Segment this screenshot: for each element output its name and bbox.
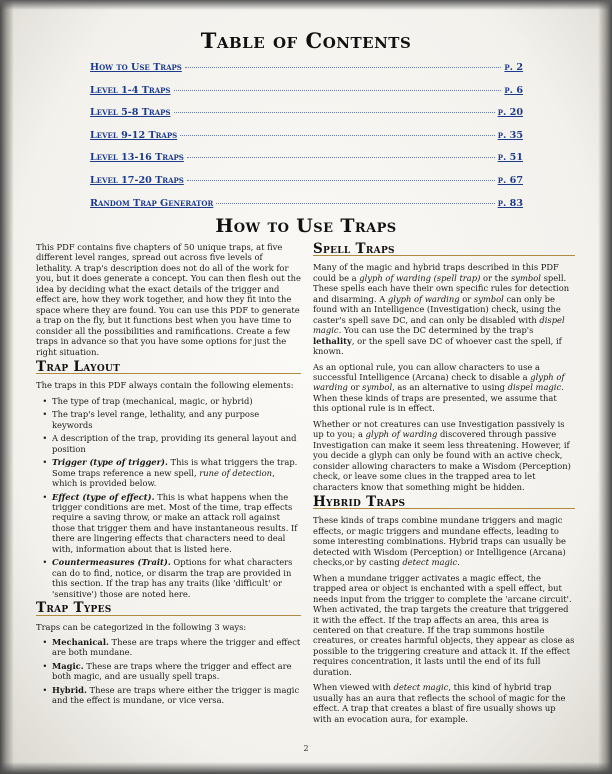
text-run: or [459,293,474,304]
hybrid-term: Hybrid. [52,684,87,695]
left-column [36,242,301,710]
table-of-contents [90,62,523,220]
spell-name: rune of detection [199,467,273,478]
list-item-text: These are traps where either the trigger is magic and the effect is mundane, or vice versa. [52,684,300,706]
toc-entry[interactable] [90,85,523,108]
spell-name: detect magic [402,557,458,568]
toc-leader-dots [180,135,495,136]
toc-entry-page[interactable]: p. 83 [497,197,523,209]
page-edge-left [0,0,14,774]
trap-types-lead: Traps can be categorized in the following 3 ways: [36,621,247,632]
spell-traps-paragraph-1 [313,262,575,356]
spell-name: dispel magic [507,382,562,393]
toc-entry-label[interactable]: Level 17-20 Traps [90,174,184,186]
toc-entry[interactable] [90,107,523,130]
text-run: . [457,557,460,568]
list-item-text: These are traps where the trigger and effect are both mundane. [52,636,301,658]
toc-entry-page[interactable]: p. 35 [497,129,523,141]
list-item [50,409,301,430]
spell-traps-heading: Spell Traps [313,244,575,256]
list-item-text: The trap's level range, lethality, and any purpose keywords [52,409,260,430]
spell-name: glyph of warding [365,429,438,440]
trigger-term: Trigger (type of trigger). [52,457,168,468]
text-run: . When these kinds of traps are presented, we assume that this optional rule is in effect. [313,382,564,414]
text-run: As an optional rule, you can allow characters to use a successful Intelligence (Arcana) check to disable a [313,361,540,382]
page-edge-top [0,0,612,10]
trap-layout-heading: Trap Layout [36,362,301,374]
toc-leader-dots [187,157,495,158]
magic-term: Magic. [52,660,84,671]
text-run: discovered through passive Investigation can make it seem less threatening. However, if you decide a glyph can only be found with an active check, consider allowing characters to make a Wisdom (Perception) check, or leave some clues in the trapped area to let characters know that something might be hidden. [313,429,571,492]
list-item [50,433,301,454]
toc-leader-dots [187,180,495,181]
page-edge-right [598,0,612,774]
spell-name: glyph of warding [313,371,565,393]
toc-entry-page[interactable]: p. 67 [497,174,523,186]
list-item [50,396,301,406]
list-item [50,637,301,658]
text-run: or the [480,272,511,283]
toc-title: Table of Contents [200,28,412,53]
text-run: , as an alternative to using [392,382,508,393]
toc-entry-label[interactable]: Level 13-16 Traps [90,152,184,164]
toc-entry[interactable] [90,62,523,85]
page-number: 2 [303,744,309,753]
spell-traps-paragraph-3 [313,419,575,492]
toc-entry-label[interactable]: Random Trap Generator [90,197,214,209]
list-item-text: A description of the trap, providing its general layout and position [52,433,297,454]
list-item-text: The type of trap (mechanical, magic, or hybrid) [52,395,253,406]
list-item-text: This is what triggers the trap. Some traps reference a new spell, [52,457,298,478]
mechanical-term: Mechanical. [52,636,109,647]
countermeasures-term: Countermeasures (Trait). [52,557,171,568]
toc-entry-page[interactable]: p. 51 [497,152,523,164]
toc-leader-dots [174,90,502,91]
text-run: , this kind of hybrid trap usually has an aura that reflects the school of magic for the effect. A trap that creates a blast of fire usually shows up with an evocation aura, for example. [313,682,566,724]
spell-name: symbol [362,382,393,393]
text-run: , or the spell save DC of whoever cast the spell, if known. [313,335,562,357]
trap-layout-lead: The traps in this PDF always contain the following elements: [36,380,294,391]
toc-leader-dots [216,203,494,204]
intro-paragraph: This PDF contains five chapters of 50 unique traps, at five different level ranges, spread out across five levels of lethality. A trap's description does not do all of the work for you, but it does generate a concept. You can then flesh out the idea by deciding what the exact details of the trigger and effect are, how they work together, and how they fit into the space where they are found. You can use this PDF to generate a trap on the fly, but it functions best when you have time to consider all the possibilities and ramifications. Create a few traps in advance so that you have some options for just the right situation. [36,242,301,357]
text-run: When viewed with [313,682,394,693]
hybrid-traps-paragraph-3 [313,682,575,724]
hybrid-traps-heading: Hybrid Traps [313,497,575,509]
text-run: or [347,382,363,393]
toc-entry-label[interactable]: Level 9-12 Traps [90,129,178,141]
spell-name: symbol [511,272,541,283]
trap-layout-list [36,396,301,599]
spell-name: detect magic [393,682,449,693]
list-item [50,557,301,599]
spell-name: symbol [473,293,504,304]
text-run: can only be found with an Intelligence (Investigation) check, using the caster's spell save DC, and can only be disabled with [313,293,561,325]
toc-leader-dots [174,112,495,113]
lethality-term: lethality [313,335,352,346]
spell-name: dispel magic [313,314,565,336]
section-title: How to Use Traps [215,215,397,237]
spell-traps-paragraph-2 [313,362,575,414]
spell-name: glyph of warding (spell trap) [359,272,481,283]
trap-types-heading: Trap Types [36,603,301,615]
toc-entry-page[interactable]: p. 20 [497,107,523,119]
toc-entry[interactable] [90,152,523,175]
list-item-text: Options for what characters can do to find, notice, or disarm the trap are provided in this section. If the trap has any traits (like 'difficult' or 'sensitive') those are noted here. [52,557,293,599]
text-run: These kinds of traps combine mundane triggers and magic effects, or magic triggers and mundane effects, leading to some interesting combinations. Hybrid traps can usually be detected with Wisdom (Perception) or Intelligence (Arcana) checks,or by casting [313,515,566,568]
effect-term: Effect (type of effect). [52,491,155,502]
spell-name: glyph of warding [387,293,460,304]
text-run: . You can use the DC determined by the trap's [338,325,534,336]
text-run: Whether or not creatures can use Investigation passively is up to you; a [313,418,565,440]
hybrid-traps-paragraph-2: When a mundane trigger activates a magic effect, the trapped area or object is enchanted with a spell effect, but needs input from the trigger to complete the 'arcane circuit'. When activated, the trap targets the creature that triggered it with the effect. If the trap affects an area, this area is centered on that creature. If the trap summons hostile creatures, or creates harmful objects, they appear as close as possible to the triggering creature and attack it. If the effect requires concentration, it lasts until the end of its full duration. [313,572,575,677]
text-run: spell. These spells each have their own specific rules for detection and disarming. A [313,272,570,304]
list-item-text: These are traps where the trigger and effect are both magic, and are usually spell traps. [52,660,292,682]
page-edge-bottom [0,762,612,774]
right-column [313,241,575,729]
toc-entry[interactable] [90,130,523,153]
toc-entry-label[interactable]: How to Use Traps [90,62,182,73]
toc-entry-label[interactable]: Level 1-4 Traps [90,84,171,96]
toc-entry-page[interactable]: p. 6 [504,84,523,96]
list-item [50,492,301,555]
toc-entry-page[interactable]: p. 2 [504,62,523,73]
list-item [50,661,301,682]
list-item [50,685,301,706]
toc-entry[interactable] [90,175,523,198]
list-item-text: This is what happens when the trigger conditions are met. Most of the time, trap effects require a saving throw, or make an attack roll against those that trigger them and have instantaneous results. If there are lingering effects that characters need to deal with, information about that is listed here. [52,491,298,554]
hybrid-traps-paragraph-1 [313,515,575,567]
trap-types-list [36,637,301,706]
list-item-text: , which is provided below. [52,467,275,489]
toc-leader-dots [185,67,502,68]
text-run: Many of the magic and hybrid traps described in this PDF could be a [313,262,559,283]
toc-entry-label[interactable]: Level 5-8 Traps [90,107,171,119]
list-item [50,457,301,488]
